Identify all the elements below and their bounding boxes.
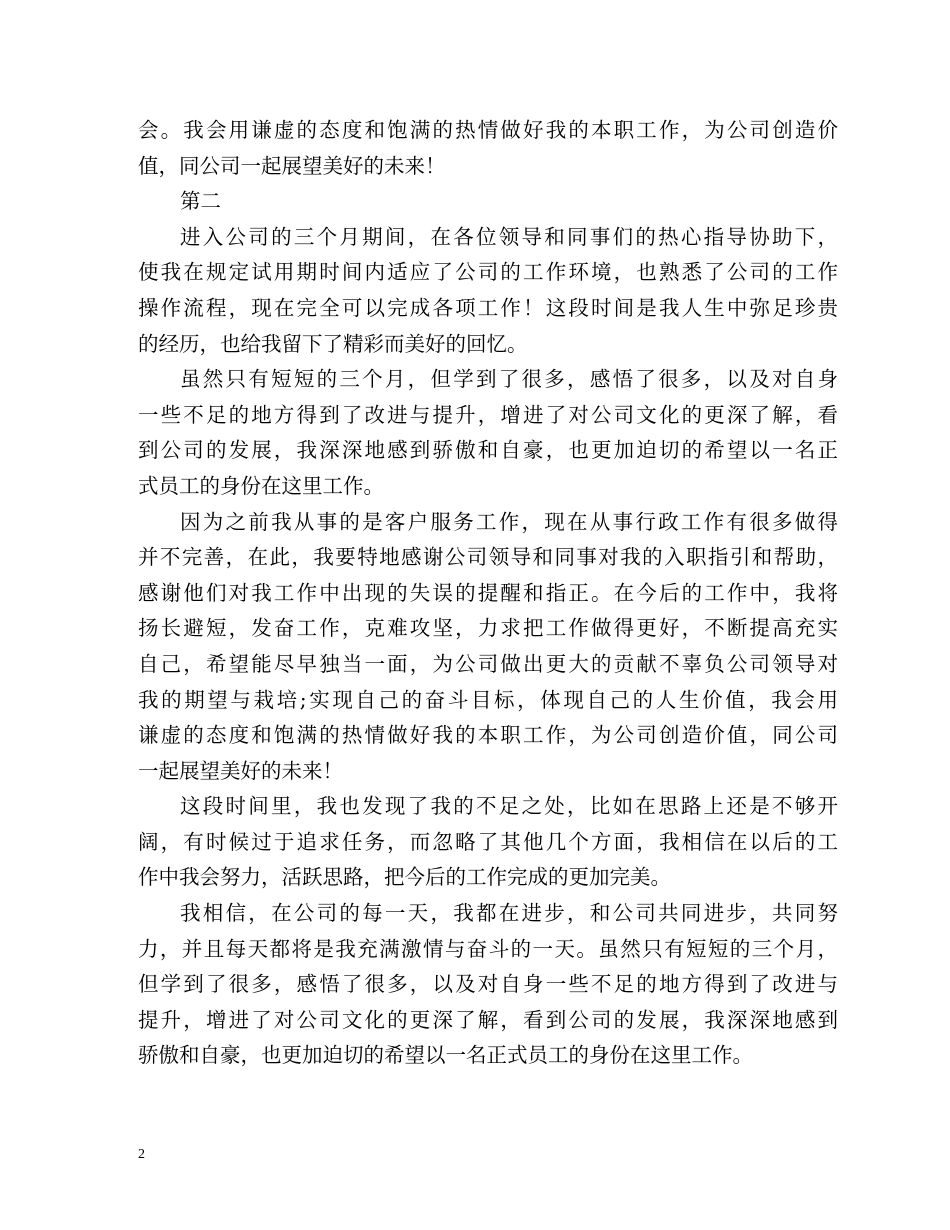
text-line: 到公司的发展，我深深地感到骄傲和自豪，也更加迫切的希望以一名正 — [138, 438, 838, 463]
text-line: 骄傲和自豪，也更加迫切的希望以一名正式员工的身份在这里工作。 — [138, 1043, 753, 1068]
text-line: 因为之前我从事的是客户服务工作，现在从事行政工作有很多做得 — [180, 509, 838, 534]
text-line: 感谢他们对我工作中出现的失误的提醒和指正。在今后的工作中，我将 — [138, 580, 838, 605]
section-heading: 第二 — [180, 189, 221, 214]
text-line: 值，同公司一起展望美好的未来！ — [138, 153, 446, 178]
text-line: 但学到了很多，感悟了很多，以及对自身一些不足的地方得到了改进与 — [138, 972, 838, 997]
body-text — [138, 113, 838, 1074]
text-line: 作中我会努力，活跃思路，把今后的工作完成的更加完美。 — [138, 865, 671, 890]
text-line: 谦虚的态度和饱满的热情做好我的本职工作，为公司创造价值，同公司 — [138, 723, 838, 748]
text-line: 使我在规定试用期时间内适应了公司的工作环境，也熟悉了公司的工作 — [138, 260, 838, 285]
text-line: 虽然只有短短的三个月，但学到了很多，感悟了很多，以及对自身 — [180, 367, 838, 392]
text-line: 一些不足的地方得到了改进与提升，增进了对公司文化的更深了解，看 — [138, 402, 838, 427]
text-line: 一起展望美好的未来！ — [138, 758, 343, 783]
page-number: 2 — [138, 1147, 145, 1162]
text-line: 扬长避短，发奋工作，克难攻坚，力求把工作做得更好，不断提高充实 — [138, 616, 838, 641]
text-line: 会。我会用谦虚的态度和饱满的热情做好我的本职工作，为公司创造价 — [138, 118, 838, 142]
text-line: 阔，有时候过于追求任务，而忽略了其他几个方面，我相信在以后的工 — [138, 829, 838, 854]
text-line: 力，并且每天都将是我充满激情与奋斗的一天。虽然只有短短的三个月， — [138, 936, 838, 961]
text-line: 操作流程，现在完全可以完成各项工作！这段时间是我人生中弥足珍贵 — [138, 295, 838, 320]
text-line: 自己，希望能尽早独当一面，为公司做出更大的贡献不辜负公司领导对 — [138, 651, 838, 676]
text-line: 我相信，在公司的每一天，我都在进步，和公司共同进步，共同努 — [180, 901, 838, 926]
text-line: 并不完善，在此，我要特地感谢公司领导和同事对我的入职指引和帮助， — [138, 545, 838, 570]
text-line: 进入公司的三个月期间，在各位领导和同事们的热心指导协助下， — [180, 224, 838, 249]
text-line: 式员工的身份在这里工作。 — [138, 473, 384, 498]
text-line: 提升，增进了对公司文化的更深了解，看到公司的发展，我深深地感到 — [138, 1007, 838, 1032]
text-line: 这段时间里，我也发现了我的不足之处，比如在思路上还是不够开 — [180, 794, 838, 819]
text-line: 的经历，也给我留下了精彩而美好的回忆。 — [138, 331, 528, 356]
text-line: 我的期望与栽培;实现自己的奋斗目标，体现自己的人生价值，我会用 — [138, 687, 838, 712]
